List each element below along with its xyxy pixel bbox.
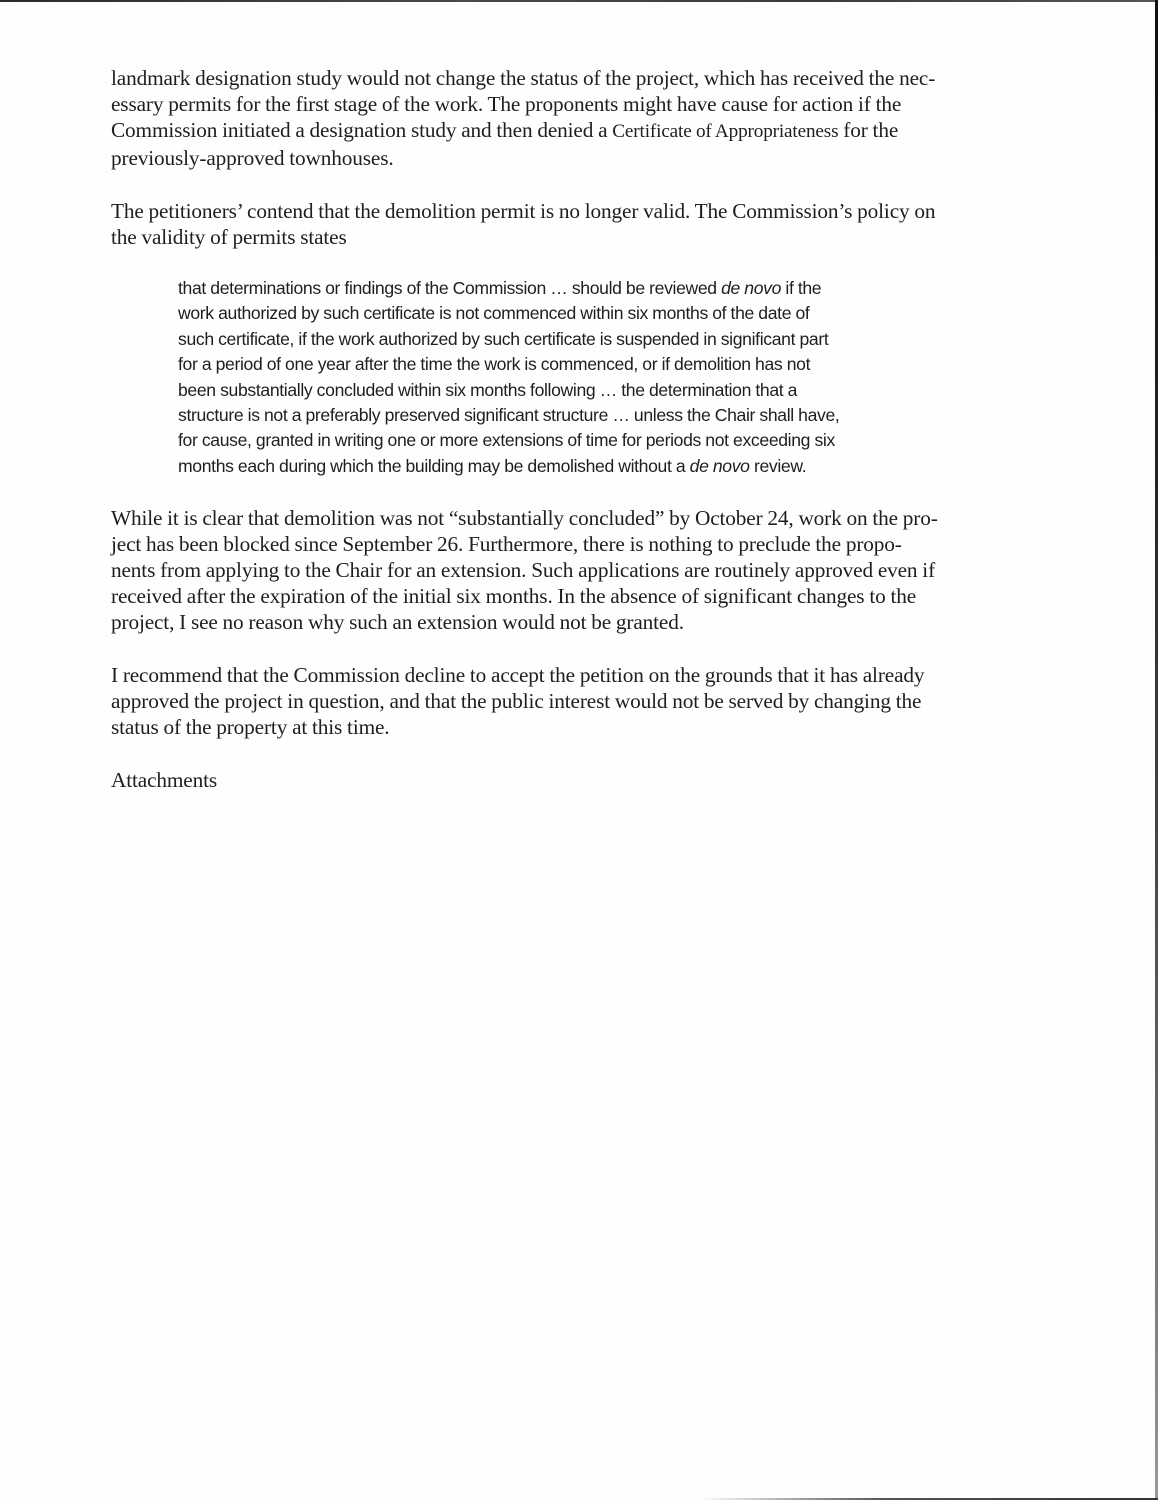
attachments-label [111,767,1011,793]
text-line: previously-approved townhouses. [111,146,394,170]
quote-line: for cause, granted in writing one or more extensions of time for periods not exceeding six [178,430,835,451]
text-segment: that determinations or findings of the Commission … should be reviewed [178,278,722,298]
paragraph-demolition-extension [111,505,1011,635]
text-line: received after the expiration of the initial six months. In the absence of significant changes to the [111,584,917,608]
text-line: The petitioners’ contend that the demolition permit is no longer valid. The Commission’s policy on [111,199,936,223]
text-line: nents from applying to the Chair for an extension. Such applications are routinely approved even if [111,558,936,582]
text-line: the validity of permits states [111,225,347,249]
text-line [111,117,1011,145]
quote-line: been substantially concluded within six months following … the determination that a [178,379,798,400]
text-line: status of the property at this time. [111,715,390,739]
text-segment: Commission initiated a designation study and then denied a [111,118,613,142]
text-line: Attachments [111,768,217,792]
paragraph-recommendation [111,662,1011,740]
quote-line: work authorized by such certificate is not commenced within six months of the date of [178,303,810,324]
paragraph-designation-study [111,65,1011,171]
text-segment: for the [838,118,899,142]
paragraph-petitioners-contend [111,198,1011,250]
text-line: landmark designation study would not change the status of the project, which has received the nec- [111,66,936,90]
quote-line: for a period of one year after the time the work is commenced, or if demolition has not [178,354,811,375]
certificate-term: Certificate of Appropriateness [612,121,839,142]
text-segment: if the [781,278,822,298]
text-line: I recommend that the Commission decline to accept the petition on the grounds that it has already [111,663,925,687]
quote-line [178,276,948,301]
policy-block-quote [178,276,948,479]
text-segment: review. [749,455,807,476]
quote-line: such certificate, if the work authorized by such certificate is suspended in significant part [178,328,829,349]
scan-edge-top [0,0,1158,2]
text-line: project, I see no reason why such an extension would not be granted. [111,610,684,634]
text-line: While it is clear that demolition was not “substantially concluded” by October 24, work on the pro- [111,506,938,530]
text-line: ject has been blocked since September 26. Furthermore, there is nothing to preclude the propo- [111,532,902,556]
text-line: essary permits for the first stage of the work. The proponents might have cause for action if the [111,92,902,116]
de-novo-term: de novo [689,455,750,476]
quote-line: structure is not a preferably preserved significant structure … unless the Chair shall have, [178,405,840,426]
de-novo-term: de novo [721,278,782,298]
text-line: approved the project in question, and that the public interest would not be served by changing the [111,689,922,713]
quote-line [178,454,948,479]
text-segment: months each during which the building may be demolished without a [178,455,690,476]
